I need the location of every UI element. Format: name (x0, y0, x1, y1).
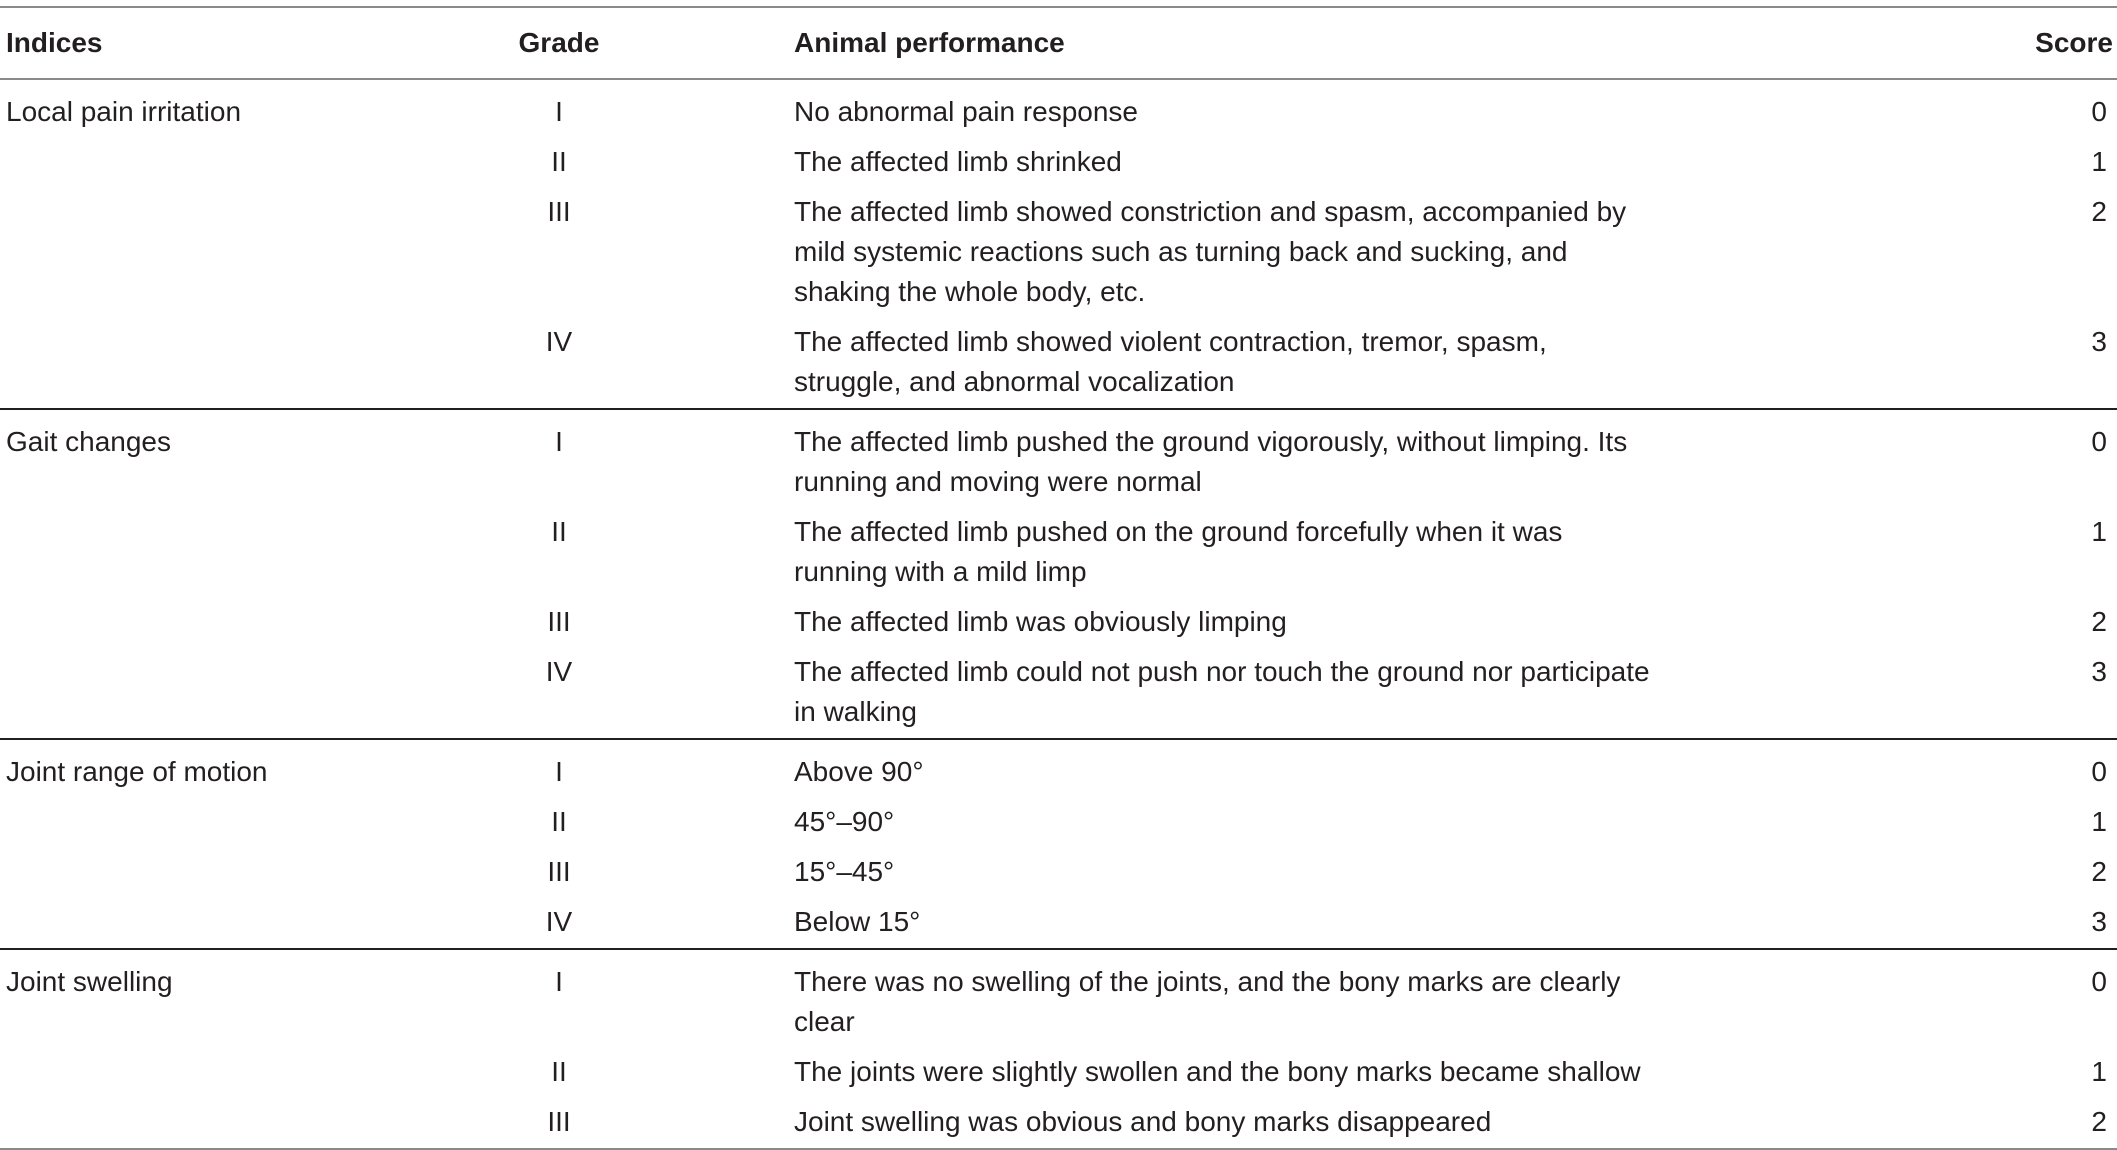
table-row (0, 596, 2117, 646)
index-cell: Joint swelling (6, 966, 173, 997)
score-cell: 2 (2091, 606, 2107, 637)
grade-cell: III (547, 856, 571, 887)
header-grade: Grade (518, 27, 600, 58)
performance-cell: 15°–45° (794, 856, 895, 887)
performance-cell: The affected limb showed constriction and spasm, accompanied by mild systemic reactions such as turning back and sucking, and shaking the whole body, etc. (794, 196, 1627, 307)
score-cell: 2 (2091, 856, 2107, 887)
table-row (0, 136, 2117, 186)
performance-cell: Joint swelling was obvious and bony marks disappeared (794, 1106, 1492, 1137)
grade-cell: III (547, 1106, 571, 1137)
table-row (0, 316, 2117, 409)
index-cell-empty (0, 846, 452, 896)
group-local-pain-irritation (0, 79, 2117, 409)
header-performance: Animal performance (794, 27, 1065, 58)
grade-cell: I (555, 756, 563, 787)
scoring-table (0, 6, 2117, 1150)
score-cell: 1 (2091, 1056, 2107, 1087)
index-cell-empty (0, 316, 452, 409)
grade-cell: II (551, 146, 567, 177)
index-cell-empty (0, 896, 452, 949)
table-row (0, 1046, 2117, 1096)
grade-cell: IV (545, 326, 573, 357)
index-cell: Joint range of motion (6, 756, 268, 787)
grade-cell: II (551, 806, 567, 837)
performance-cell: The affected limb could not push nor touch the ground nor participate in walking (794, 656, 1650, 727)
performance-cell: Below 15° (794, 906, 921, 937)
performance-cell: No abnormal pain response (794, 96, 1138, 127)
index-cell: Local pain irritation (6, 96, 242, 127)
grade-cell: I (555, 96, 563, 127)
performance-cell: The joints were slightly swollen and the bony marks became shallow (794, 1056, 1641, 1087)
header-score: Score (2035, 27, 2113, 58)
table-row (0, 796, 2117, 846)
index-cell-empty (0, 596, 452, 646)
table-row (0, 506, 2117, 596)
performance-cell: The affected limb showed violent contraction, tremor, spasm, struggle, and abnormal vocalization (794, 326, 1547, 397)
grade-cell: I (555, 426, 563, 457)
table-row (0, 409, 2117, 506)
table-row (0, 896, 2117, 949)
group-joint-range-of-motion (0, 739, 2117, 949)
table-row (0, 79, 2117, 136)
grade-cell: IV (545, 906, 573, 937)
table-row (0, 186, 2117, 316)
grade-cell: III (547, 196, 571, 227)
index-cell-empty (0, 1046, 452, 1096)
score-cell: 1 (2091, 516, 2107, 547)
index-cell-empty (0, 796, 452, 846)
table-row (0, 1096, 2117, 1149)
score-cell: 2 (2091, 1106, 2107, 1137)
table-row (0, 846, 2117, 896)
performance-cell: There was no swelling of the joints, and the bony marks are clearly clear (794, 966, 1621, 1037)
performance-cell: The affected limb pushed on the ground forcefully when it was running with a mild limp (794, 516, 1563, 587)
performance-cell: 45°–90° (794, 806, 895, 837)
index-cell-empty (0, 506, 452, 596)
score-cell: 0 (2091, 426, 2107, 457)
score-cell: 3 (2091, 906, 2107, 937)
header-row (0, 7, 2117, 79)
score-cell: 3 (2091, 656, 2107, 687)
grade-cell: III (547, 606, 571, 637)
score-cell: 0 (2091, 756, 2107, 787)
score-cell: 0 (2091, 966, 2107, 997)
group-joint-swelling (0, 949, 2117, 1149)
index-cell-empty (0, 186, 452, 316)
performance-cell: The affected limb was obviously limping (794, 606, 1287, 637)
score-cell: 1 (2091, 806, 2107, 837)
grade-cell: II (551, 1056, 567, 1087)
index-cell-empty (0, 646, 452, 739)
index-cell-empty (0, 1096, 452, 1149)
table-row (0, 949, 2117, 1046)
table-row (0, 646, 2117, 739)
index-cell-empty (0, 136, 452, 186)
score-cell: 1 (2091, 146, 2107, 177)
performance-cell: Above 90° (794, 756, 924, 787)
score-cell: 2 (2091, 196, 2107, 227)
performance-cell: The affected limb pushed the ground vigorously, without limping. Its running and moving were normal (794, 426, 1628, 497)
table-header (0, 7, 2117, 79)
header-indices: Indices (6, 27, 103, 58)
group-gait-changes (0, 409, 2117, 739)
performance-cell: The affected limb shrinked (794, 146, 1122, 177)
grade-cell: IV (545, 656, 573, 687)
score-cell: 0 (2091, 96, 2107, 127)
score-cell: 3 (2091, 326, 2107, 357)
grade-cell: I (555, 966, 563, 997)
table-row (0, 739, 2117, 796)
index-cell: Gait changes (6, 426, 171, 457)
grade-cell: II (551, 516, 567, 547)
